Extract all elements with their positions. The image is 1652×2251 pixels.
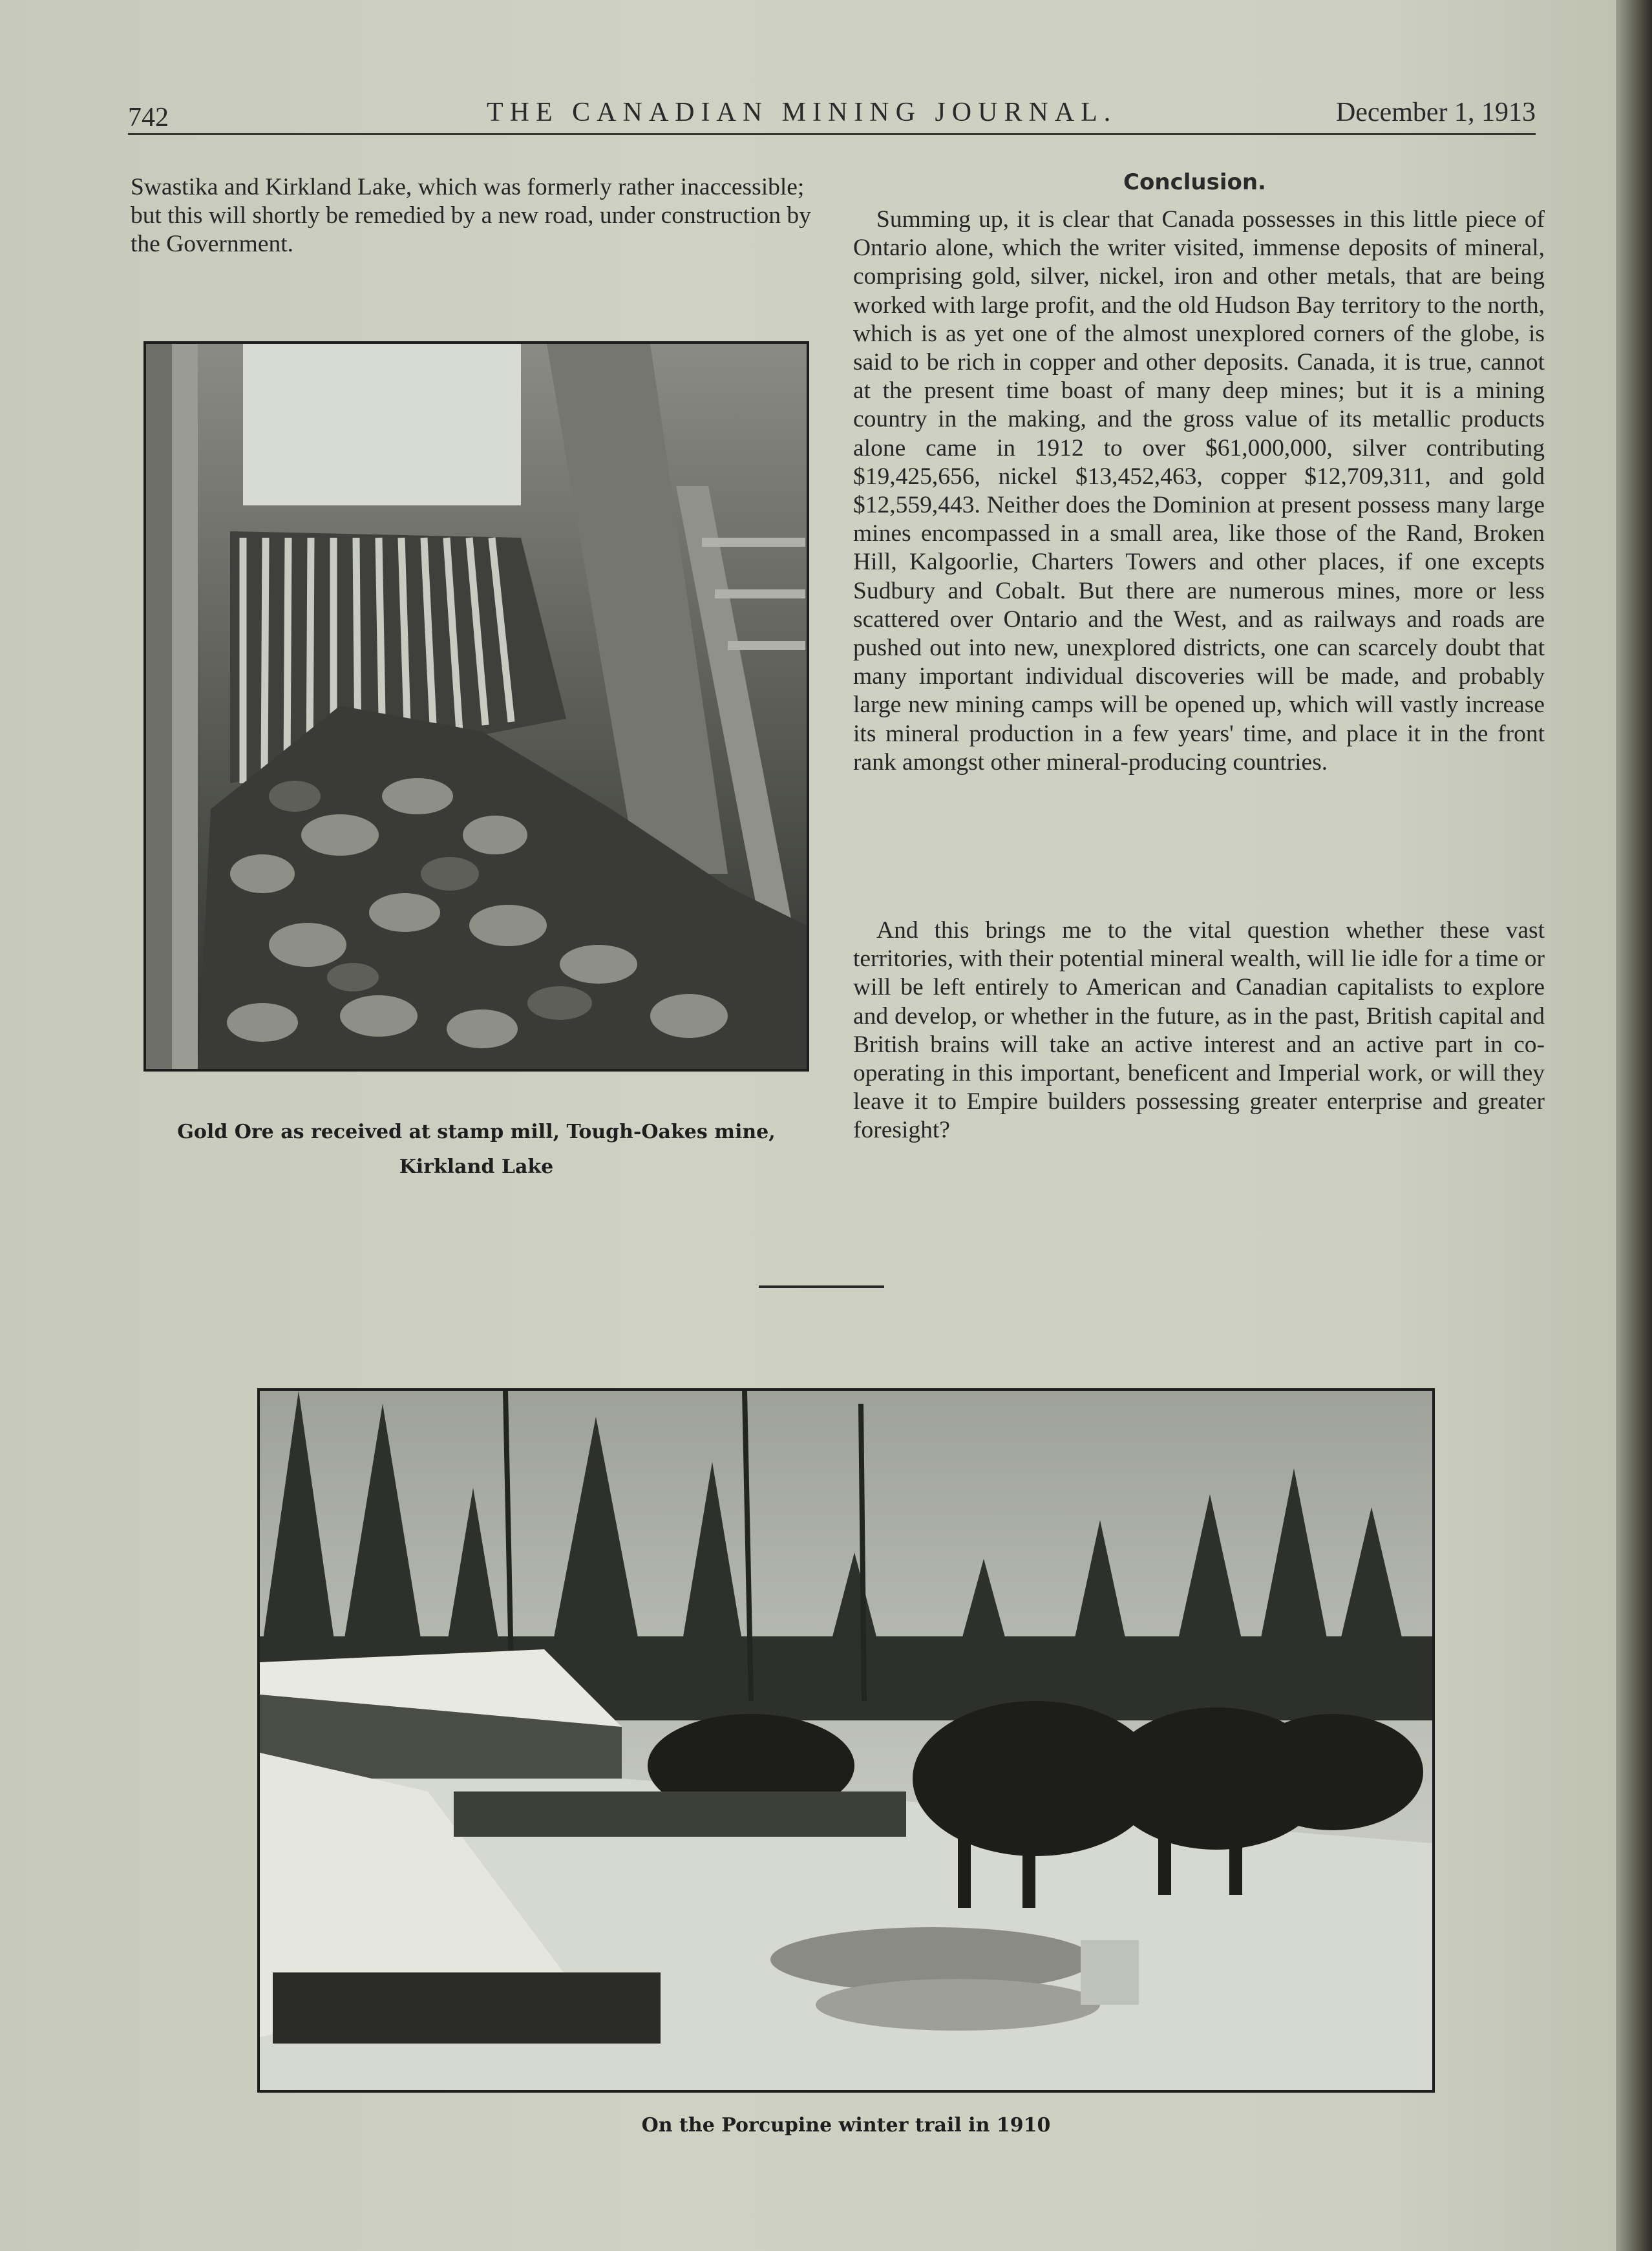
page-number: 742 — [128, 103, 169, 132]
issue-date: December 1, 1913 — [1335, 98, 1536, 127]
left-column-text: Swastika and Kirkland Lake, which was formerly rather inaccessible; but this will shortly be remedied by a new road, under construction by the Government. — [131, 174, 811, 258]
section-divider — [759, 1285, 884, 1288]
conclusion-heading: Conclusion. — [1123, 169, 1266, 195]
running-header — [128, 97, 1536, 136]
figure1-caption — [143, 1115, 809, 1185]
figure1-caption-line2: Kirkland Lake — [399, 1156, 554, 1178]
photo-porcupine-trail — [257, 1388, 1435, 2093]
figure1-caption-line1: Gold Ore as received at stamp mill, Tough-Oakes mine, — [177, 1121, 776, 1143]
book-spine-shadow — [1616, 0, 1652, 2251]
figure2-caption: On the Porcupine winter trail in 1910 — [641, 2114, 1051, 2137]
journal-title: THE CANADIAN MINING JOURNAL. — [487, 98, 1117, 127]
header-rule — [128, 133, 1536, 135]
photo-gold-ore — [143, 341, 809, 1072]
conclusion-paragraph-2: And this brings me to the vital question whether these vast territories, with their potential mineral wealth, will lie idle for a time or will be left entirely to American and Canadian capitalists to explore and develop, or whether in the future, as in the past, British capital and British brains will take an active interest and an active part in co-operating in this important, beneficent and Imperial work, or will they leave it to Empire builders possessing greater enterprise and greater foresight? — [853, 917, 1545, 1144]
conclusion-paragraph-1: Summing up, it is clear that Canada possesses in this little piece of Ontario alone, which the writer visited, immense deposits of mineral, comprising gold, silver, nickel, iron and other metals, that are being worked with large profit, and the old Hudson Bay territory to the north, which is as yet one of the almost unexplored corners of the globe, is said to be rich in copper and other deposits. Canada, it is true, cannot at the present time boast of many deep mines; but it is a mining country in the making, and the gross value of its metallic products alone came in 1912 to over $61,000,000, silver contributing $19,425,656, nickel $13,452,463, copper $12,709,311, and gold $12,559,443. Neither does the Dominion at present possess many large mines encompassed in a small area, like those of the Rand, Broken Hill, Kalgoorlie, Charters Towers and other places, if one excepts Sudbury and Cobalt. But there are numerous mines, more or less scattered over Ontario and the West, and as railways and roads are pushed out into new, unexplored districts, one can scarcely doubt that many important individual discoveries will be made, and probably large new mining camps will be opened up, which will vastly increase its mineral production in a few years' time, and place it in the front rank amongst other mineral-producing countries. — [853, 206, 1545, 776]
